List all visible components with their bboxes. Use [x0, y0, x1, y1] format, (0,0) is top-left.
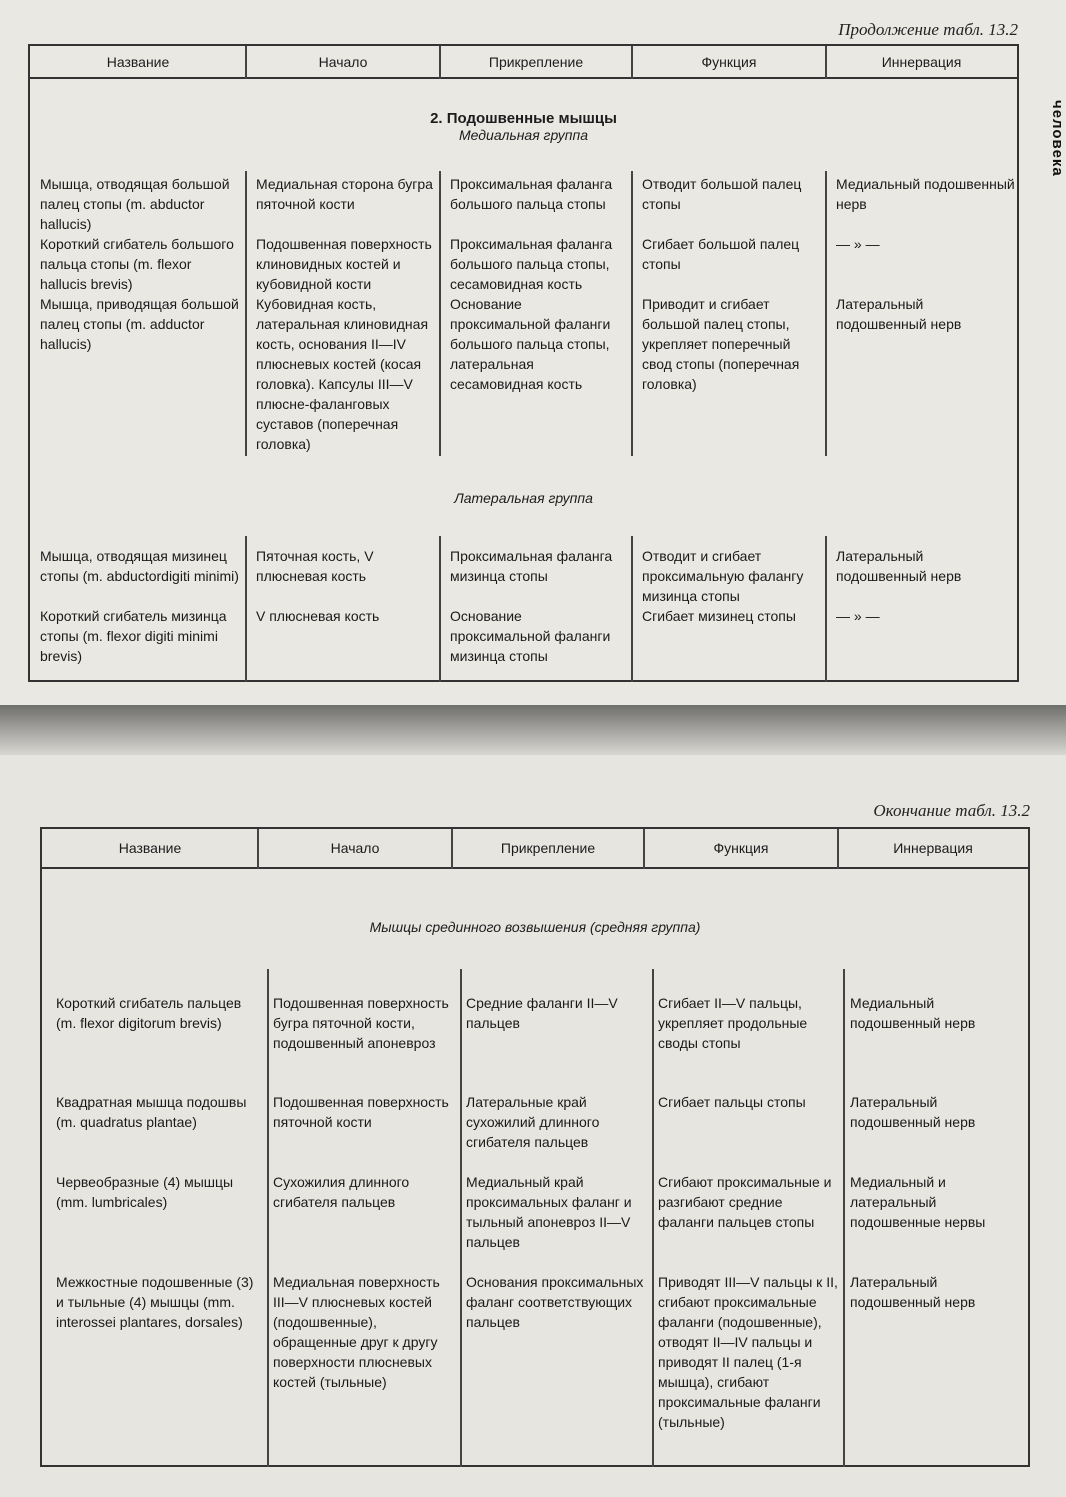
cell-insertion: Проксимальная фаланга большого пальца стопы, сесамовидная кость: [450, 236, 613, 292]
cell-insertion: Проксимальная фаланга большого пальца стопы: [450, 176, 613, 212]
cell-innervation: — » —: [836, 608, 880, 624]
cell-function: Сгибает II—V пальцы, укрепляет продольные своды стопы: [658, 995, 808, 1051]
page-divider: [0, 705, 1066, 755]
cell-innervation: Латеральный подошвенный нерв: [836, 548, 962, 584]
cell-function: Отводит большой палец стопы: [642, 176, 802, 212]
group-title-middle: Мышцы срединного возвышения (средняя группа): [369, 919, 701, 935]
cell-origin: Подошвенная поверхность клиновидных костей и кубовидной кости: [256, 236, 432, 292]
header-name: Название: [106, 53, 170, 70]
cell-name: Мышца, приводящая большой палец стопы (m. adductor hallucis): [40, 296, 239, 352]
column-divider: [439, 536, 441, 682]
cell-function: Сгибает большой палец стопы: [642, 236, 800, 272]
column-divider: [439, 46, 441, 79]
cell-origin: Подошвенная поверхность пяточной кости: [273, 1094, 449, 1130]
cell-origin: Подошвенная поверхность бугра пяточной кости, подошвенный апоневроз: [273, 995, 449, 1051]
cell-name: Червеобразные (4) мышцы (mm. lumbricales): [56, 1174, 234, 1210]
cell-name: Короткий сгибатель пальцев (m. flexor digitorum brevis): [56, 995, 242, 1031]
cell-origin: Сухожилия длинного сгибателя пальцев: [273, 1174, 410, 1210]
cell-origin: Медиальная поверхность III—V плюсневых костей (подошвенные), обращенные друг к другу поверхности плюсневых костей (тыльные): [273, 1274, 440, 1390]
section-heading: [30, 490, 1017, 506]
cell-innervation: Латеральный подошвенный нерв: [850, 1274, 976, 1310]
cell-name: Межкостные подошвенные (3) и тыльные (4) мышцы (mm. interossei plantares, dorsales): [56, 1274, 254, 1330]
column-divider: [245, 171, 247, 456]
column-divider: [825, 536, 827, 682]
column-divider: [825, 46, 827, 79]
cell-function: Отводит и сгибает проксимальную фалангу мизинца стопы: [642, 548, 804, 604]
column-divider: [439, 171, 441, 456]
header-origin: Начало: [330, 840, 380, 856]
cell-origin: Медиальная сторона бугра пяточной кости: [256, 176, 433, 212]
cell-insertion: Латеральные край сухожилий длинного сгибателя пальцев: [466, 1094, 600, 1150]
table-header: [30, 46, 1017, 79]
column-divider: [267, 969, 269, 1467]
cell-insertion: Медиальный край проксимальных фаланг и тыльный апоневроз II—V пальцев: [466, 1174, 632, 1250]
column-divider: [843, 969, 845, 1467]
cell-innervation: Латеральный подошвенный нерв: [850, 1094, 976, 1130]
header-insertion: Прикрепление: [500, 840, 596, 856]
cell-function: Сгибают проксимальные и разгибают средние фаланги пальцев стопы: [658, 1174, 832, 1230]
table-end: [40, 827, 1030, 1467]
cell-name: Короткий сгибатель большого пальца стопы (m. flexor hallucis brevis): [40, 236, 234, 292]
column-divider: [245, 536, 247, 682]
cell-origin: V плюсневая кость: [256, 608, 380, 624]
header-insertion: Прикрепление: [488, 53, 584, 70]
cell-insertion: Основание проксимальной фаланги большого пальца стопы, латеральная сесамовидная кость: [450, 296, 611, 392]
side-tab: человека: [1049, 100, 1066, 177]
section-title: 2. Подошвенные мышцы: [430, 110, 617, 127]
cell-name: Квадратная мышца подошвы (m. quadratus plantae): [56, 1094, 247, 1130]
cell-insertion: Проксимальная фаланга мизинца стопы: [450, 548, 613, 584]
column-divider: [643, 829, 645, 869]
header-name: Название: [118, 840, 182, 856]
column-divider: [825, 171, 827, 456]
header-innervation: Иннервация: [893, 840, 973, 856]
table-caption: Окончание табл. 13.2: [873, 801, 1030, 820]
section-heading: [30, 110, 1017, 143]
table-caption: Продолжение табл. 13.2: [838, 20, 1018, 39]
cell-insertion: Основания проксимальных фаланг соответствующих пальцев: [466, 1274, 644, 1330]
cell-innervation: Латеральный подошвенный нерв: [836, 296, 962, 332]
column-divider: [245, 46, 247, 79]
cell-innervation: — » —: [836, 236, 880, 252]
cell-innervation: Медиальный подошвенный нерв: [850, 995, 976, 1031]
group-title-lateral: Латеральная группа: [454, 490, 593, 506]
column-divider: [460, 969, 462, 1467]
cell-function: Приводят III—V пальцы к II, сгибают проксимальные фаланги (подошвенные), отводят II—IV пальцы и приводят II палец (1-я мышца), сгибают проксимальные фаланги (тыльные): [658, 1274, 838, 1430]
cell-name: Мышца, отводящая мизинец стопы (m. abductordigiti minimi): [40, 548, 239, 584]
cell-name: Короткий сгибатель мизинца стопы (m. flexor digiti minimi brevis): [40, 608, 227, 664]
table-continued: [28, 44, 1019, 682]
cell-origin: Кубовидная кость, латеральная клиновидная кость, основания II—IV плюсневых костей (косая головка). Капсулы III—V плюсне-фаланговых суставов (поперечная головка): [256, 296, 429, 452]
column-divider: [631, 171, 633, 456]
cell-insertion: Средние фаланги II—V пальцев: [466, 995, 618, 1031]
cell-name: Мышца, отводящая большой палец стопы (m. abductor hallucis): [40, 176, 230, 232]
column-divider: [631, 46, 633, 79]
cell-insertion: Основание проксимальной фаланги мизинца стопы: [450, 608, 611, 664]
cell-function: Сгибает мизинец стопы: [642, 608, 796, 624]
header-function: Функция: [701, 53, 757, 70]
cell-origin: Пяточная кость, V плюсневая кость: [256, 548, 374, 584]
cell-innervation: Медиальный подошвенный нерв: [836, 176, 1015, 212]
cell-function: Сгибает пальцы стопы: [658, 1094, 806, 1110]
column-divider: [631, 536, 633, 682]
table-header: [42, 829, 1028, 869]
cell-function: Приводит и сгибает большой палец стопы, укрепляет поперечный свод стопы (поперечная головка): [642, 296, 800, 392]
column-divider: [451, 829, 453, 869]
group-title-medial: Медиальная группа: [459, 127, 588, 143]
header-innervation: Иннервация: [881, 53, 962, 70]
section-heading: [42, 919, 1028, 935]
header-function: Функция: [713, 840, 769, 856]
column-divider: [652, 969, 654, 1467]
column-divider: [257, 829, 259, 869]
cell-innervation: Медиальный и латеральный подошвенные нервы: [850, 1174, 986, 1230]
page-end: [0, 755, 1066, 1497]
header-origin: Начало: [318, 53, 368, 70]
page-continuation: [0, 0, 1066, 705]
column-divider: [837, 829, 839, 869]
